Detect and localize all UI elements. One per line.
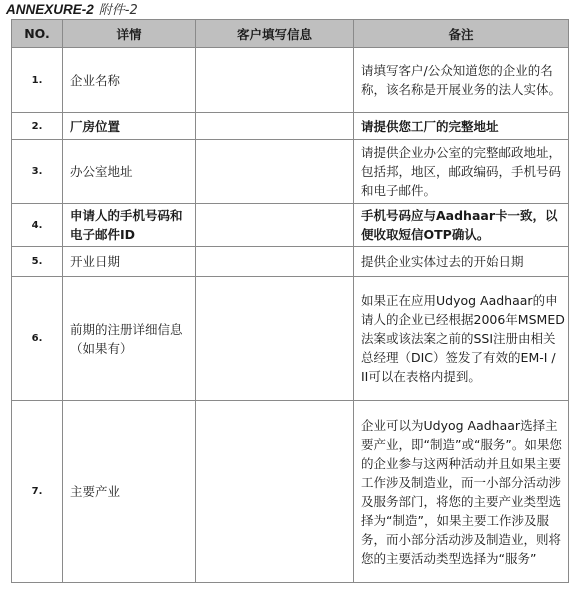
- row-detail: 主要产业: [63, 401, 196, 583]
- customer-info-cell[interactable]: [196, 401, 354, 583]
- customer-info-cell[interactable]: [196, 204, 354, 247]
- column-header-customer-info: 客户填写信息: [196, 20, 354, 48]
- customer-info-cell[interactable]: [196, 277, 354, 401]
- row-number: 6.: [12, 277, 63, 401]
- customer-info-cell[interactable]: [196, 247, 354, 277]
- customer-info-cell[interactable]: [196, 48, 354, 113]
- row-detail: 厂房位置: [63, 113, 196, 140]
- annexure-table: [11, 19, 569, 583]
- annexure-title: [6, 1, 138, 19]
- row-number: 2.: [12, 113, 63, 140]
- row-detail: 前期的注册详细信息（如果有）: [63, 277, 196, 401]
- table-row: [12, 140, 569, 204]
- table-row: [12, 204, 569, 247]
- table-row: [12, 247, 569, 277]
- row-note: 请提供企业办公室的完整邮政地址，包括邦，地区，邮政编码，手机号码和电子邮件。: [354, 140, 569, 204]
- row-number: 1.: [12, 48, 63, 113]
- row-detail: 申请人的手机号码和电子邮件ID: [63, 204, 196, 247]
- table-row: [12, 401, 569, 583]
- row-note: 提供企业实体过去的开始日期: [354, 247, 569, 277]
- table-row: [12, 113, 569, 140]
- row-number: 7.: [12, 401, 63, 583]
- row-number: 5.: [12, 247, 63, 277]
- customer-info-cell[interactable]: [196, 140, 354, 204]
- row-number: 3.: [12, 140, 63, 204]
- row-note: 请填写客户/公众知道您的企业的名称，该名称是开展业务的法人实体。: [354, 48, 569, 113]
- annexure-title-en: ANNEXURE-2: [6, 2, 94, 17]
- row-note: 手机号码应与Aadhaar卡一致，以便收取短信OTP确认。: [354, 204, 569, 247]
- customer-info-cell[interactable]: [196, 113, 354, 140]
- row-number: 4.: [12, 204, 63, 247]
- column-header-detail: 详情: [63, 20, 196, 48]
- row-detail: 开业日期: [63, 247, 196, 277]
- table-header-row: [12, 20, 569, 48]
- column-header-no: NO.: [12, 20, 63, 48]
- row-note: 请提供您工厂的完整地址: [354, 113, 569, 140]
- row-detail: 企业名称: [63, 48, 196, 113]
- row-note: 企业可以为Udyog Aadhaar选择主要产业，即“制造”或“服务”。如果您的企业参与这两种活动并且如果主要工作涉及制造业，而一小部分活动涉及服务部门，将您的主要产业类型选择为“制造”，如果主要工作涉及服务，而小部分活动涉及制造业，则将您的主要活动类型选择为“服务”: [354, 401, 569, 583]
- annexure-title-cn: 附件-2: [98, 3, 138, 18]
- table-row: [12, 277, 569, 401]
- row-note: 如果正在应用Udyog Aadhaar的申请人的企业已经根据2006年MSMED法案或该法案之前的SSI注册由相关总经理（DIC）签发了有效的EM-I / II可以在表格内提到。: [354, 277, 569, 401]
- row-detail: 办公室地址: [63, 140, 196, 204]
- column-header-note: 备注: [354, 20, 569, 48]
- table-row: [12, 48, 569, 113]
